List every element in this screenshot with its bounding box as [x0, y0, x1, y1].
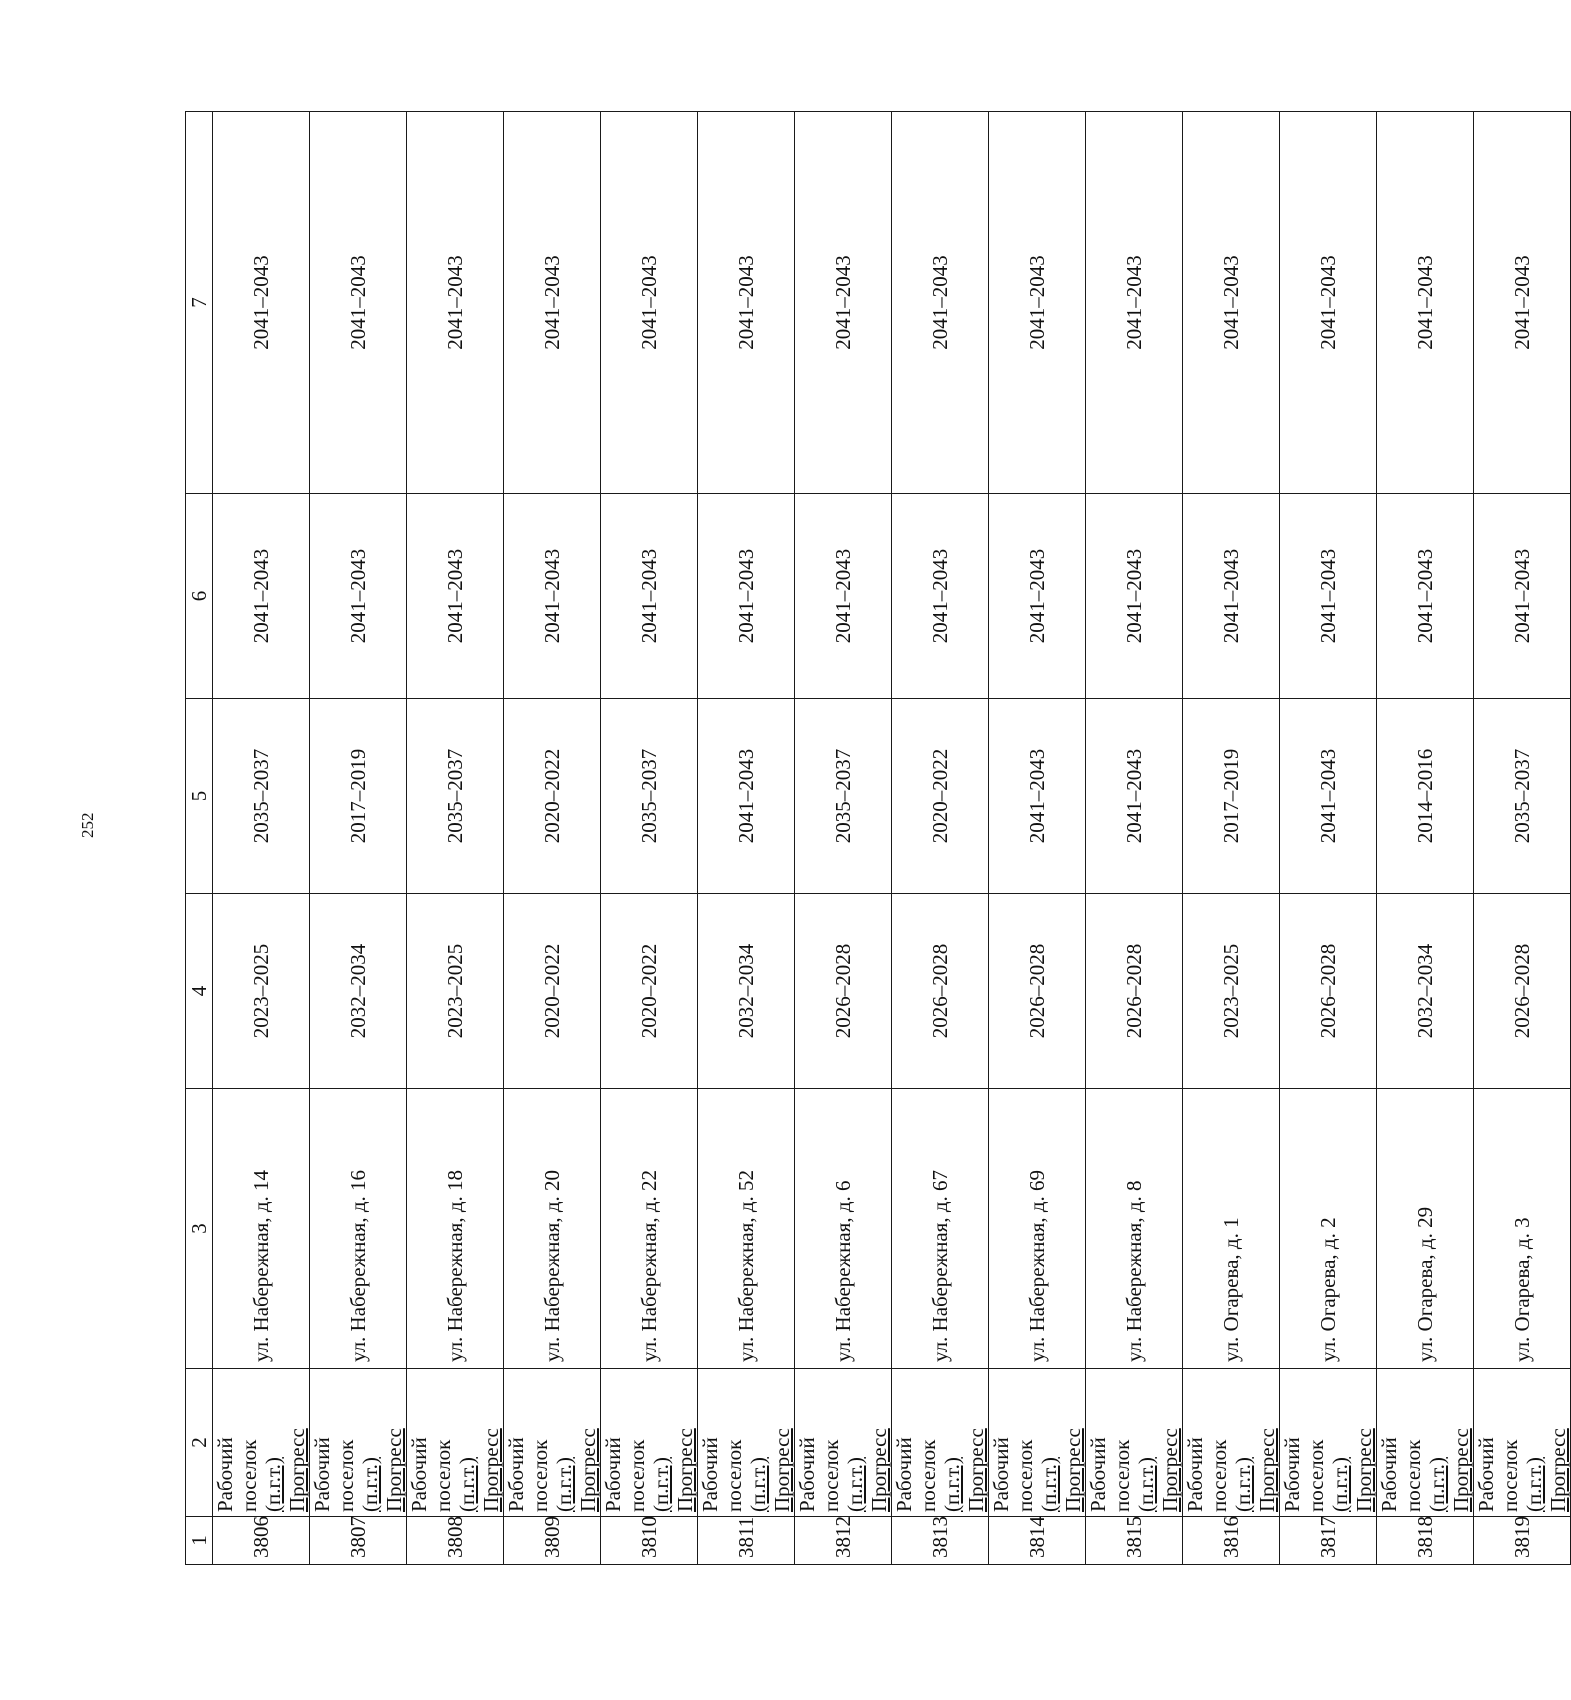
header-col-7: 7: [186, 112, 213, 494]
cell-col-5: 2035–2037: [601, 699, 698, 894]
cell-col-4: 2023–2025: [213, 894, 310, 1089]
table-row: [1183, 112, 1280, 1565]
locality-line-1: Рабочий поселок: [407, 1437, 455, 1512]
cell-locality: [213, 1369, 310, 1517]
cell-col-7: 2041–2043: [1086, 112, 1183, 494]
cell-id: 3817: [1280, 1517, 1377, 1565]
cell-col-6: 2041–2043: [601, 494, 698, 699]
locality-line-1: Рабочий поселок: [892, 1437, 940, 1512]
cell-locality: [1183, 1369, 1280, 1517]
cell-col-5: 2035–2037: [407, 699, 504, 894]
locality-line-2: (п.г.т.) Прогресс: [843, 1428, 891, 1512]
cell-locality: [698, 1369, 795, 1517]
cell-col-6: 2041–2043: [989, 494, 1086, 699]
table-row: [1377, 112, 1474, 1565]
locality-line-2: (п.г.т.) Прогресс: [1522, 1428, 1570, 1512]
cell-col-6: 2041–2043: [1183, 494, 1280, 699]
cell-col-6: 2041–2043: [1377, 494, 1474, 699]
cell-address: ул. Набережная, д. 20: [504, 1089, 601, 1369]
cell-id: 3811: [698, 1517, 795, 1565]
cell-col-4: 2020–2022: [601, 894, 698, 1089]
cell-col-6: 2041–2043: [795, 494, 892, 699]
cell-col-5: 2017–2019: [1183, 699, 1280, 894]
cell-address: ул. Набережная, д. 16: [310, 1089, 407, 1369]
cell-col-5: 2041–2043: [698, 699, 795, 894]
cell-col-5: 2035–2037: [213, 699, 310, 894]
table-header-row: [186, 112, 213, 1565]
cell-col-4: 2023–2025: [407, 894, 504, 1089]
cell-col-6: 2041–2043: [892, 494, 989, 699]
cell-locality: [601, 1369, 698, 1517]
cell-address: ул. Огарева, д. 29: [1377, 1089, 1474, 1369]
locality-line-1: Рабочий поселок: [1377, 1437, 1425, 1512]
locality-line-2: (п.г.т.) Прогресс: [1328, 1428, 1376, 1512]
locality-line-2: (п.г.т.) Прогресс: [261, 1428, 309, 1512]
cell-col-7: 2041–2043: [310, 112, 407, 494]
cell-locality: [1086, 1369, 1183, 1517]
cell-col-4: 2026–2028: [1086, 894, 1183, 1089]
cell-locality: [1377, 1369, 1474, 1517]
table-row: [892, 112, 989, 1565]
cell-locality: [795, 1369, 892, 1517]
cell-col-4: 2032–2034: [698, 894, 795, 1089]
cell-id: 3808: [407, 1517, 504, 1565]
page-number: 252: [78, 812, 97, 838]
locality-line-1: Рабочий поселок: [795, 1437, 843, 1512]
locality-line-2: (п.г.т.) Прогресс: [552, 1428, 600, 1512]
cell-locality: [989, 1369, 1086, 1517]
cell-col-6: 2041–2043: [1280, 494, 1377, 699]
locality-line-1: Рабочий поселок: [989, 1437, 1037, 1512]
table-row: [504, 112, 601, 1565]
cell-col-5: 2035–2037: [795, 699, 892, 894]
cell-id: 3810: [601, 1517, 698, 1565]
cell-id: 3807: [310, 1517, 407, 1565]
locality-line-2: (п.г.т.) Прогресс: [1037, 1428, 1085, 1512]
cell-col-7: 2041–2043: [407, 112, 504, 494]
locality-line-1: Рабочий поселок: [1280, 1437, 1328, 1512]
cell-col-5: 2014–2016: [1377, 699, 1474, 894]
locality-line-1: Рабочий поселок: [504, 1437, 552, 1512]
cell-col-7: 2041–2043: [989, 112, 1086, 494]
locality-line-1: Рабочий поселок: [310, 1437, 358, 1512]
cell-col-4: 2026–2028: [1280, 894, 1377, 1089]
header-col-6: 6: [186, 494, 213, 699]
cell-col-7: 2041–2043: [1280, 112, 1377, 494]
cell-address: ул. Огарева, д. 1: [1183, 1089, 1280, 1369]
cell-col-5: 2041–2043: [989, 699, 1086, 894]
locality-line-2: (п.г.т.) Прогресс: [746, 1428, 794, 1512]
cell-col-7: 2041–2043: [601, 112, 698, 494]
locality-line-2: (п.г.т.) Прогресс: [940, 1428, 988, 1512]
table-row: [601, 112, 698, 1565]
cell-address: ул. Набережная, д. 18: [407, 1089, 504, 1369]
locality-line-1: Рабочий поселок: [213, 1437, 261, 1512]
cell-col-6: 2041–2043: [310, 494, 407, 699]
cell-locality: [1280, 1369, 1377, 1517]
cell-col-5: 2020–2022: [504, 699, 601, 894]
table-row: [795, 112, 892, 1565]
cell-col-5: 2041–2043: [1280, 699, 1377, 894]
schedule-table: [185, 111, 1571, 1565]
cell-col-6: 2041–2043: [213, 494, 310, 699]
table-row: [407, 112, 504, 1565]
locality-line-1: Рабочий поселок: [1086, 1437, 1134, 1512]
cell-id: 3812: [795, 1517, 892, 1565]
locality-line-2: (п.г.т.) Прогресс: [1231, 1428, 1279, 1512]
cell-col-4: 2026–2028: [892, 894, 989, 1089]
table-row: [698, 112, 795, 1565]
cell-id: 3818: [1377, 1517, 1474, 1565]
cell-address: ул. Огарева, д. 3: [1474, 1089, 1571, 1369]
cell-col-7: 2041–2043: [1377, 112, 1474, 494]
locality-line-1: Рабочий поселок: [1183, 1437, 1231, 1512]
table-row: [989, 112, 1086, 1565]
cell-col-4: 2023–2025: [1183, 894, 1280, 1089]
cell-address: ул. Набережная, д. 14: [213, 1089, 310, 1369]
cell-locality: [310, 1369, 407, 1517]
locality-line-1: Рабочий поселок: [601, 1437, 649, 1512]
cell-address: ул. Набережная, д. 22: [601, 1089, 698, 1369]
cell-col-7: 2041–2043: [698, 112, 795, 494]
cell-col-7: 2041–2043: [504, 112, 601, 494]
locality-line-2: (п.г.т.) Прогресс: [1134, 1428, 1182, 1512]
cell-locality: [504, 1369, 601, 1517]
cell-col-7: 2041–2043: [795, 112, 892, 494]
locality-line-1: Рабочий поселок: [698, 1437, 746, 1512]
cell-col-7: 2041–2043: [213, 112, 310, 494]
cell-col-5: 2020–2022: [892, 699, 989, 894]
cell-col-6: 2041–2043: [698, 494, 795, 699]
cell-id: 3809: [504, 1517, 601, 1565]
cell-col-4: 2026–2028: [1474, 894, 1571, 1089]
cell-locality: [1474, 1369, 1571, 1517]
cell-id: 3806: [213, 1517, 310, 1565]
table-row: [1474, 112, 1571, 1565]
schedule-table-rotated: [185, 112, 1570, 1565]
cell-col-4: 2032–2034: [1377, 894, 1474, 1089]
cell-address: ул. Набережная, д. 8: [1086, 1089, 1183, 1369]
locality-line-2: (п.г.т.) Прогресс: [1425, 1428, 1473, 1512]
cell-col-4: 2020–2022: [504, 894, 601, 1089]
cell-col-6: 2041–2043: [504, 494, 601, 699]
cell-address: ул. Набережная, д. 67: [892, 1089, 989, 1369]
cell-locality: [892, 1369, 989, 1517]
cell-col-7: 2041–2043: [1474, 112, 1571, 494]
table-row: [213, 112, 310, 1565]
table-row: [310, 112, 407, 1565]
cell-id: 3815: [1086, 1517, 1183, 1565]
cell-id: 3819: [1474, 1517, 1571, 1565]
locality-line-2: (п.г.т.) Прогресс: [358, 1428, 406, 1512]
cell-id: 3816: [1183, 1517, 1280, 1565]
cell-address: ул. Набережная, д. 69: [989, 1089, 1086, 1369]
table-row: [1086, 112, 1183, 1565]
cell-col-5: 2041–2043: [1086, 699, 1183, 894]
cell-col-4: 2032–2034: [310, 894, 407, 1089]
header-col-4: 4: [186, 894, 213, 1089]
cell-col-4: 2026–2028: [989, 894, 1086, 1089]
table-row: [1280, 112, 1377, 1565]
cell-col-5: 2035–2037: [1474, 699, 1571, 894]
cell-col-7: 2041–2043: [892, 112, 989, 494]
cell-col-4: 2026–2028: [795, 894, 892, 1089]
header-col-1: 1: [186, 1517, 213, 1565]
cell-col-6: 2041–2043: [1086, 494, 1183, 699]
cell-address: ул. Огарева, д. 2: [1280, 1089, 1377, 1369]
header-col-5: 5: [186, 699, 213, 894]
cell-locality: [407, 1369, 504, 1517]
cell-col-7: 2041–2043: [1183, 112, 1280, 494]
locality-line-1: Рабочий поселок: [1474, 1437, 1522, 1512]
cell-id: 3813: [892, 1517, 989, 1565]
cell-address: ул. Набережная, д. 6: [795, 1089, 892, 1369]
locality-line-2: (п.г.т.) Прогресс: [649, 1428, 697, 1512]
cell-address: ул. Набережная, д. 52: [698, 1089, 795, 1369]
cell-col-6: 2041–2043: [407, 494, 504, 699]
locality-line-2: (п.г.т.) Прогресс: [455, 1428, 503, 1512]
cell-col-5: 2017–2019: [310, 699, 407, 894]
header-col-3: 3: [186, 1089, 213, 1369]
cell-id: 3814: [989, 1517, 1086, 1565]
header-col-2: 2: [186, 1369, 213, 1517]
cell-col-6: 2041–2043: [1474, 494, 1571, 699]
